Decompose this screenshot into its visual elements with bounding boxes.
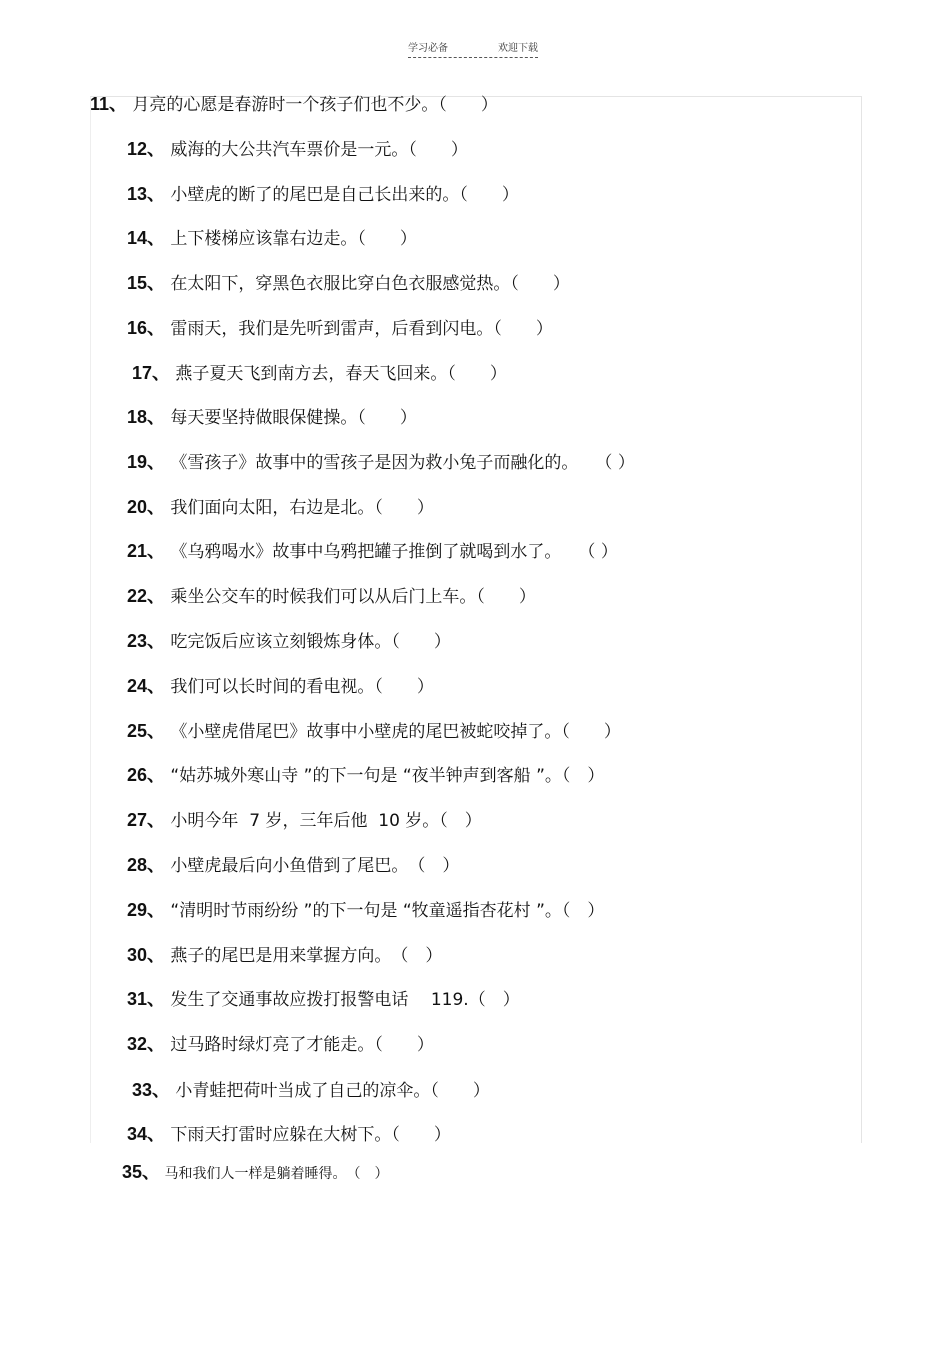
question-16: 16、 雷雨天，我们是先听到雷声，后看到闪电。（ ） — [127, 318, 553, 339]
question-12: 12、 威海的大公共汽车票价是一元。（ ） — [127, 139, 468, 160]
question-11: 11、 月亮的心愿是春游时一个孩子们也不少。（ ） — [90, 94, 498, 115]
question-23: 23、 吃完饭后应该立刻锻炼身体。（ ） — [127, 631, 451, 652]
question-28: 28、 小壁虎最后向小鱼借到了尾巴。 （ ） — [127, 855, 460, 876]
page-header — [408, 39, 538, 58]
question-27: 27、 小明今年 7 岁，三年后他 10 岁。（ ） — [127, 810, 482, 831]
content-frame — [90, 96, 862, 1143]
question-17: 17、 燕子夏天飞到南方去，春天飞回来。（ ） — [132, 363, 507, 384]
question-18: 18、 每天要坚持做眼保健操。（ ） — [127, 407, 417, 428]
question-22: 22、 乘坐公交车的时候我们可以从后门上车。（ ） — [127, 586, 536, 607]
question-25: 25、 《小壁虎借尾巴》故事中小壁虎的尾巴被蛇咬掉了。（ ） — [127, 721, 621, 742]
question-29: 29、 “清明时节雨纷纷 ”的下一句是 “牧童遥指杏花村 ”。（ ） — [127, 900, 605, 921]
question-14: 14、 上下楼梯应该靠右边走。（ ） — [127, 228, 417, 249]
question-30: 30、 燕子的尾巴是用来掌握方向。 （ ） — [127, 945, 443, 966]
header-left: 学习必备 — [408, 43, 448, 54]
question-35: 35、 马和我们人一样是躺着睡得。 （ ） — [122, 1162, 389, 1182]
header-right: 欢迎下载 — [498, 43, 538, 54]
question-24: 24、 我们可以长时间的看电视。（ ） — [127, 676, 434, 697]
question-20: 20、 我们面向太阳，右边是北。（ ） — [127, 497, 434, 518]
question-19: 19、 《雪孩子》故事中的雪孩子是因为救小兔子而融化的。 （ ） — [127, 452, 635, 473]
question-13: 13、 小壁虎的断了的尾巴是自己长出来的。（ ） — [127, 184, 519, 205]
question-33: 33、 小青蛙把荷叶当成了自己的凉伞。（ ） — [132, 1080, 490, 1101]
question-15: 15、 在太阳下，穿黑色衣服比穿白色衣服感觉热。（ ） — [127, 273, 570, 294]
question-34: 34、 下雨天打雷时应躲在大树下。（ ） — [127, 1124, 451, 1145]
question-32: 32、 过马路时绿灯亮了才能走。（ ） — [127, 1034, 434, 1055]
question-31: 31、 发生了交通事故应拨打报警电话 119.（ ） — [127, 989, 520, 1010]
question-21: 21、 《乌鸦喝水》故事中乌鸦把罐子推倒了就喝到水了。 （ ） — [127, 541, 618, 562]
question-26: 26、 “姑苏城外寒山寺 ”的下一句是 “夜半钟声到客船 ”。（ ） — [127, 765, 605, 786]
